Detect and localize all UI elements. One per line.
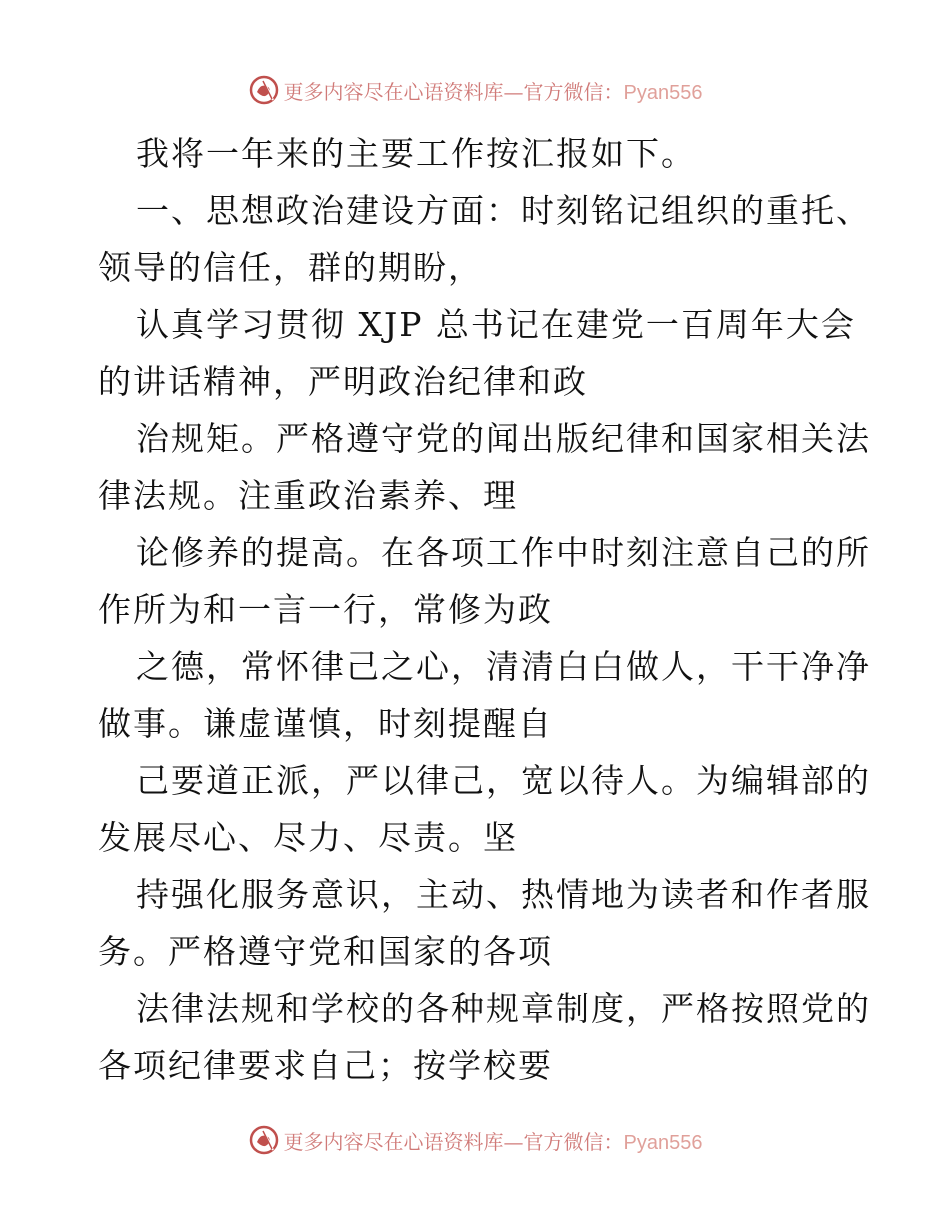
header-watermark (0, 70, 950, 110)
footer-watermark (0, 1120, 950, 1160)
document-body (98, 125, 871, 1094)
heart-pen-logo-icon (248, 74, 280, 106)
watermark-dash: — (503, 79, 524, 104)
watermark-text (284, 76, 703, 105)
text-line: 领导的信任，群的期盼， (98, 248, 483, 287)
watermark-group (248, 74, 703, 106)
text-line: 持强化服务意识，主动、热情地为读者和作者服 (136, 875, 871, 914)
text-line: 治规矩。严格遵守党的闻出版纪律和国家相关法 (136, 419, 871, 458)
watermark-handle: Pyan556 (623, 1131, 703, 1154)
text-line: 己要道正派，严以律己，宽以待人。为编辑部的 (136, 761, 871, 800)
heart-pen-logo-icon (248, 1124, 280, 1156)
text-line: 做事。谦虚谨慎，时刻提醒自 (98, 704, 553, 743)
text-line: 之德，常怀律己之心，清清白白做人，干干净净 (136, 647, 871, 686)
watermark-dash: — (503, 1129, 524, 1154)
watermark-wechat-label: 官方微信： (523, 79, 624, 104)
text-line: 一、思想政治建设方面：时刻铭记组织的重托、 (136, 191, 871, 230)
watermark-wechat-label: 官方微信： (523, 1129, 624, 1154)
watermark-site-name: 更多内容尽在心语资料库 (283, 1129, 504, 1154)
text-line: 作所为和一言一行，常修为政 (98, 590, 553, 629)
text-line: 论修养的提高。在各项工作中时刻注意自己的所 (136, 533, 871, 572)
watermark-site-name: 更多内容尽在心语资料库 (283, 79, 504, 104)
watermark-group (248, 1124, 703, 1156)
text-line: 务。严格遵守党和国家的各项 (98, 932, 553, 971)
text-line: 发展尽心、尽力、尽责。坚 (98, 818, 518, 857)
text-line: 律法规。注重政治素养、理 (98, 476, 518, 515)
text-line: 我将一年来的主要工作按汇报如下。 (136, 134, 696, 173)
watermark-text (284, 1126, 703, 1155)
watermark-handle: Pyan556 (623, 81, 703, 104)
text-line: 认真学习贯彻 XJP 总书记在建党一百周年大会 (136, 305, 856, 344)
text-line: 各项纪律要求自己；按学校要 (98, 1046, 553, 1085)
text-line: 的讲话精神，严明政治纪律和政 (98, 362, 588, 401)
text-line: 法律法规和学校的各种规章制度，严格按照党的 (136, 989, 871, 1028)
